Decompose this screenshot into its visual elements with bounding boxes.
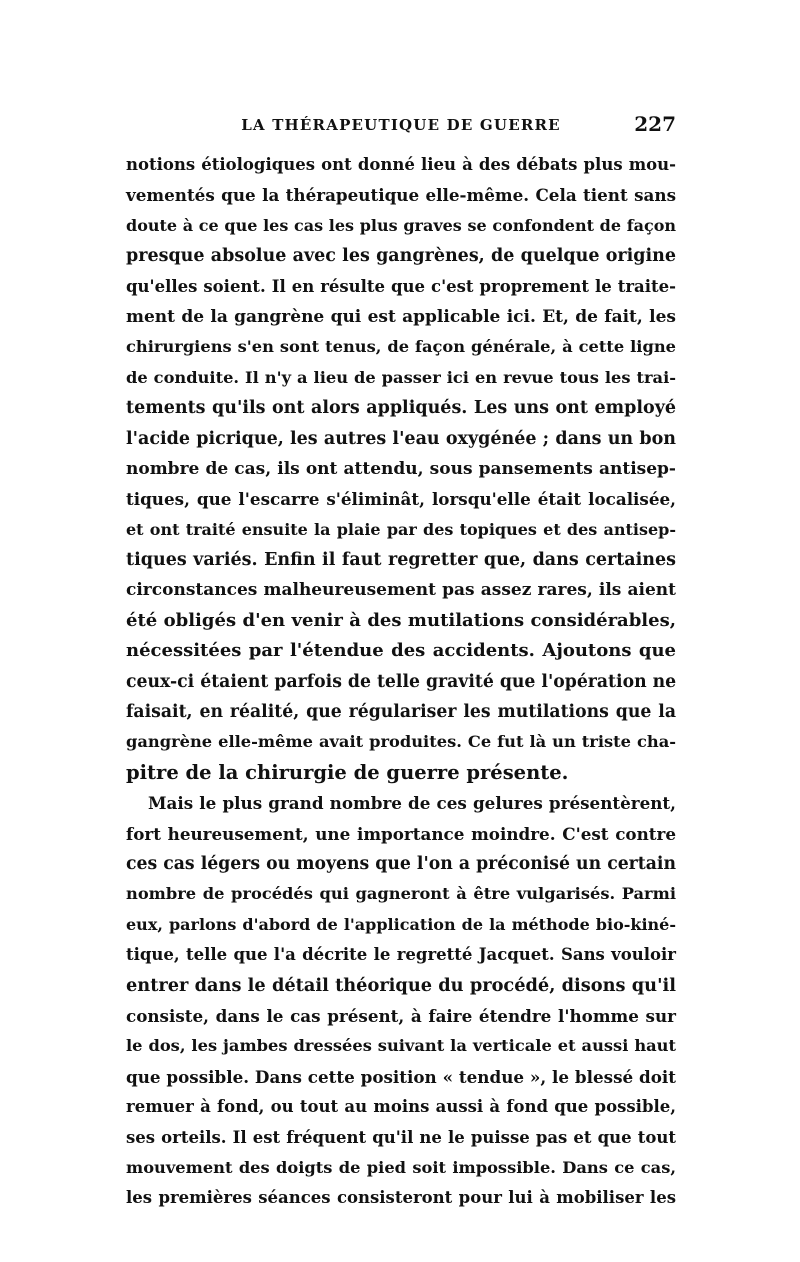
- text-line: ment de la gangrène qui est applicable ici. Et, de fait, les: [126, 306, 676, 327]
- text-line: presque absolue avec les gangrènes, de quelque origine: [126, 246, 676, 267]
- text-line: nécessitées par l'étendue des accidents. Ajoutons que: [126, 640, 676, 662]
- text-line: et ont traité ensuite la plaie par des topiques et des antisep-: [126, 519, 676, 539]
- running-title: LA THÉRAPEUTIQUE DE GUERRE: [241, 116, 561, 134]
- text-line: gangrène elle-même avait produites. Ce fut là un triste cha-: [126, 732, 676, 752]
- text-line: fort heureusement, une importance moindre. C'est contre: [126, 823, 676, 844]
- text-line: tiques, que l'escarre s'éliminât, lorsqu'elle était localisée,: [126, 489, 676, 510]
- text-line: entrer dans le détail théorique du procédé, disons qu'il: [126, 974, 676, 996]
- text-line: nombre de procédés qui gagneront à être vulgarisés. Parmi: [126, 884, 676, 904]
- text-line: eux, parlons d'abord de l'application de la méthode bio-kiné-: [126, 914, 676, 934]
- text-line: consiste, dans le cas présent, à faire étendre l'homme sur: [126, 1005, 676, 1026]
- text-line: été obligés d'en venir à des mutilations considérables,: [126, 609, 676, 631]
- text-line: ces cas légers ou moyens que l'on a préconisé un certain: [126, 853, 676, 874]
- text-line: doute à ce que les cas les plus graves se confondent de façon: [126, 215, 676, 235]
- running-head: [126, 112, 676, 142]
- text-line: l'acide picrique, les autres l'eau oxygénée ; dans un bon: [126, 428, 676, 449]
- text-line-paragraph-end: pitre de la chirurgie de guerre présente.: [126, 760, 569, 784]
- text-line: ses orteils. Il est fréquent qu'il ne le puisse pas et que tout: [126, 1127, 676, 1147]
- body-text: [126, 150, 676, 1214]
- text-line: faisait, en réalité, que régulariser les mutilations que la: [126, 702, 676, 723]
- text-line: qu'elles soient. Il en résulte que c'est proprement le traite-: [126, 276, 676, 296]
- text-line: circonstances malheureusement pas assez rares, ils aient: [126, 580, 676, 601]
- text-line-paragraph-start: Mais le plus grand nombre de ces gelures présentèrent,: [148, 793, 676, 814]
- text-line: que possible. Dans cette position « tendue », le blessé doit: [126, 1066, 676, 1087]
- text-line: les premières séances consisteront pour lui à mobiliser les: [126, 1188, 676, 1208]
- text-line: mouvement des doigts de pied soit impossible. Dans ce cas,: [126, 1157, 676, 1177]
- text-line: tique, telle que l'a décrite le regretté Jacquet. Sans vouloir: [126, 945, 676, 965]
- text-line: le dos, les jambes dressées suivant la verticale et aussi haut: [126, 1036, 676, 1056]
- text-line: nombre de cas, ils ont attendu, sous pansements antisep-: [126, 458, 676, 479]
- text-line: chirurgiens s'en sont tenus, de façon générale, à cette ligne: [126, 337, 676, 357]
- text-line: notions étiologiques ont donné lieu à des débats plus mou-: [126, 155, 676, 174]
- text-line: tements qu'ils ont alors appliqués. Les uns ont employé: [126, 398, 676, 419]
- page-number: 227: [634, 112, 676, 136]
- text-line: tiques variés. Enfin il faut regretter que, dans certaines: [126, 550, 676, 571]
- text-line: vementés que la thérapeutique elle-même. Cela tient sans: [126, 185, 676, 206]
- text-line: de conduite. Il n'y a lieu de passer ici en revue tous les trai-: [126, 367, 676, 387]
- text-line: remuer à fond, ou tout au moins aussi à fond que possible,: [126, 1097, 676, 1117]
- text-line: ceux-ci étaient parfois de telle gravité que l'opération ne: [126, 671, 677, 692]
